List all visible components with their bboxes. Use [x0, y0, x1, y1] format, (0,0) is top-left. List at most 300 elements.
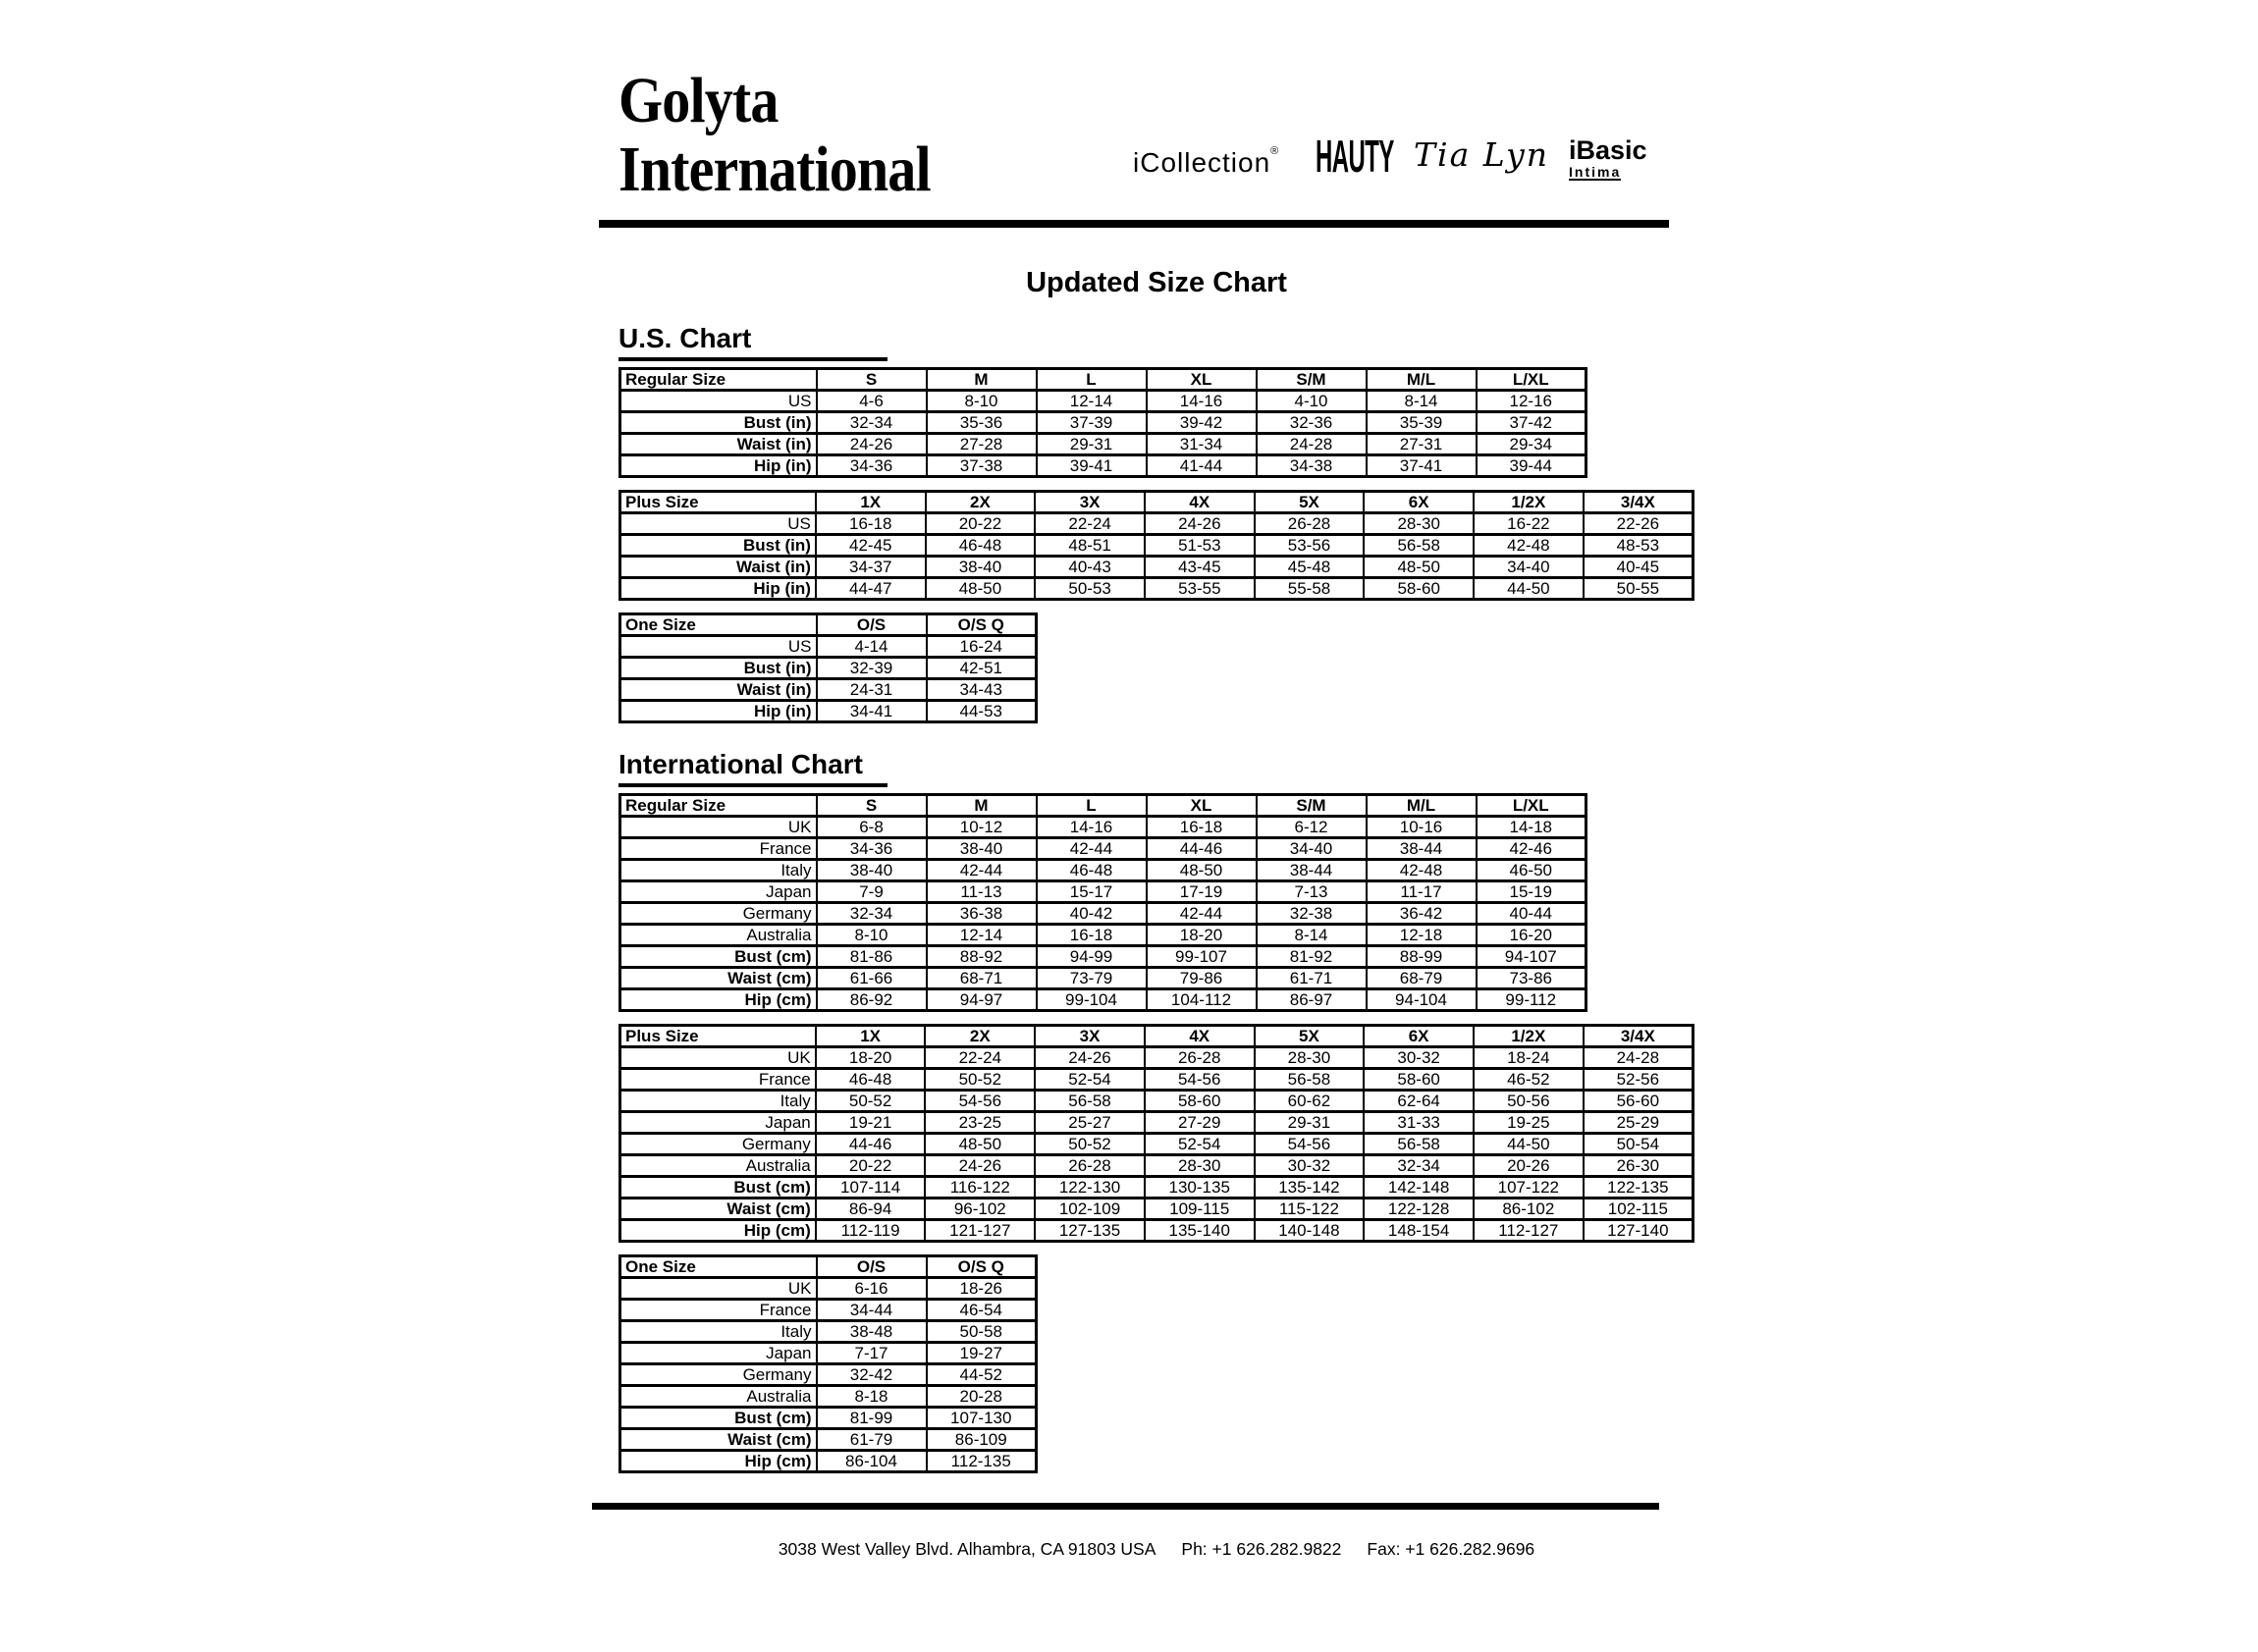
size-cell: 24-31: [817, 679, 927, 701]
size-cell: 86-109: [927, 1429, 1037, 1451]
column-header: S: [817, 795, 927, 817]
document-header: [618, 65, 1694, 228]
size-cell: 42-46: [1477, 838, 1586, 860]
size-cell: 81-99: [817, 1408, 927, 1429]
size-cell: 50-53: [1035, 578, 1145, 600]
size-cell: 40-45: [1584, 557, 1694, 578]
brand-tia-lyn-text: Tia Lyn: [1414, 135, 1549, 174]
registered-mark-icon: ®: [1270, 145, 1280, 157]
size-cell: 50-52: [1035, 1134, 1145, 1155]
table-header-row: [620, 492, 1694, 513]
size-cell: 32-39: [817, 658, 927, 679]
size-cell: 14-16: [1147, 391, 1257, 412]
size-cell: 79-86: [1147, 968, 1257, 989]
size-cell: 122-135: [1584, 1177, 1694, 1199]
size-cell: 43-45: [1145, 557, 1255, 578]
size-cell: 56-58: [1035, 1091, 1145, 1112]
size-cell: 73-86: [1477, 968, 1586, 989]
size-cell: 73-79: [1037, 968, 1147, 989]
table-row: [620, 1177, 1694, 1199]
row-label: Germany: [620, 903, 817, 925]
column-header: M/L: [1367, 795, 1477, 817]
column-header: 1X: [816, 1026, 926, 1047]
table-row: [620, 881, 1586, 903]
row-label: Bust (cm): [620, 1177, 816, 1199]
size-cell: 94-97: [927, 989, 1037, 1011]
column-header: L: [1037, 369, 1147, 391]
size-cell: 14-16: [1037, 817, 1147, 838]
size-cell: 48-50: [926, 578, 1036, 600]
column-header: O/S: [817, 614, 927, 636]
size-cell: 58-60: [1364, 578, 1474, 600]
size-cell: 45-48: [1255, 557, 1365, 578]
size-cell: 42-44: [1147, 903, 1257, 925]
row-label: Hip (in): [620, 455, 817, 477]
row-label: Australia: [620, 1386, 817, 1408]
size-cell: 26-28: [1255, 513, 1365, 535]
size-cell: 81-92: [1257, 946, 1367, 968]
size-cell: 38-44: [1257, 860, 1367, 881]
table-row: [620, 1091, 1694, 1112]
row-label: Waist (cm): [620, 1429, 817, 1451]
size-cell: 61-79: [817, 1429, 927, 1451]
size-cell: 116-122: [925, 1177, 1035, 1199]
size-cell: 58-60: [1364, 1069, 1474, 1091]
column-header: S/M: [1257, 795, 1367, 817]
row-label: France: [620, 1300, 817, 1321]
table-row: [620, 1321, 1037, 1343]
table-row: [620, 636, 1037, 658]
footer-contact: [618, 1539, 1694, 1560]
size-cell: 35-39: [1367, 412, 1477, 434]
column-header: 2X: [925, 1026, 1035, 1047]
size-cell: 52-54: [1145, 1134, 1255, 1155]
column-header: L/XL: [1477, 795, 1586, 817]
row-label: France: [620, 838, 817, 860]
size-cell: 36-38: [927, 903, 1037, 925]
column-header: XL: [1147, 369, 1257, 391]
size-cell: 102-109: [1035, 1199, 1145, 1220]
table-header-row: [620, 1026, 1694, 1047]
size-cell: 26-28: [1035, 1155, 1145, 1177]
size-cell: 32-36: [1257, 412, 1367, 434]
logo-text-line1: Golyta: [618, 65, 779, 136]
size-cell: 22-24: [925, 1047, 1035, 1069]
size-cell: 86-92: [817, 989, 927, 1011]
size-cell: 38-40: [817, 860, 927, 881]
size-cell: 26-28: [1145, 1047, 1255, 1069]
size-cell: 42-45: [816, 535, 926, 557]
size-cell: 115-122: [1255, 1199, 1365, 1220]
column-header: 6X: [1364, 1026, 1474, 1047]
size-cell: 53-56: [1255, 535, 1365, 557]
size-cell: 19-21: [816, 1112, 926, 1134]
size-cell: 28-30: [1364, 513, 1474, 535]
size-cell: 34-37: [816, 557, 926, 578]
size-cell: 31-33: [1364, 1112, 1474, 1134]
size-cell: 4-10: [1257, 391, 1367, 412]
size-cell: 50-52: [925, 1069, 1035, 1091]
size-cell: 34-43: [927, 679, 1037, 701]
table-row: [620, 903, 1586, 925]
table-row: [620, 1386, 1037, 1408]
table-header-row: [620, 1256, 1037, 1278]
size-cell: 127-135: [1035, 1220, 1145, 1242]
size-cell: 31-34: [1147, 434, 1257, 455]
table-row: [620, 455, 1586, 477]
row-label: Hip (cm): [620, 989, 817, 1011]
size-cell: 25-29: [1584, 1112, 1694, 1134]
size-cell: 24-26: [925, 1155, 1035, 1177]
size-cell: 42-44: [1037, 838, 1147, 860]
size-cell: 23-25: [925, 1112, 1035, 1134]
size-cell: 30-32: [1364, 1047, 1474, 1069]
size-cell: 46-52: [1474, 1069, 1584, 1091]
size-cell: 135-140: [1145, 1220, 1255, 1242]
size-cell: 29-34: [1477, 434, 1586, 455]
row-label: Australia: [620, 1155, 816, 1177]
us-chart-section: [618, 323, 1694, 361]
size-cell: 32-34: [817, 412, 927, 434]
document-title: Updated Size Chart: [1026, 267, 1287, 298]
table-corner-label: One Size: [620, 1256, 817, 1278]
size-cell: 11-13: [927, 881, 1037, 903]
logo-text-line2: International: [618, 133, 931, 205]
size-cell: 46-48: [926, 535, 1036, 557]
size-cell: 99-107: [1147, 946, 1257, 968]
size-cell: 54-56: [1145, 1069, 1255, 1091]
column-header: M: [927, 369, 1037, 391]
us-regular-size-table: [618, 367, 1587, 478]
table-row: [620, 860, 1586, 881]
size-cell: 36-42: [1367, 903, 1477, 925]
size-cell: 53-55: [1145, 578, 1255, 600]
size-cell: 56-60: [1584, 1091, 1694, 1112]
size-cell: 16-18: [1147, 817, 1257, 838]
size-cell: 34-41: [817, 701, 927, 722]
table-row: [620, 1278, 1037, 1300]
size-cell: 50-52: [816, 1091, 926, 1112]
size-cell: 44-53: [927, 701, 1037, 722]
size-cell: 24-28: [1257, 434, 1367, 455]
table-header-row: [620, 369, 1586, 391]
size-cell: 8-18: [817, 1386, 927, 1408]
size-cell: 12-18: [1367, 925, 1477, 946]
size-cell: 39-41: [1037, 455, 1147, 477]
size-cell: 24-26: [1035, 1047, 1145, 1069]
row-label: Hip (in): [620, 578, 816, 600]
size-cell: 58-60: [1145, 1091, 1255, 1112]
size-cell: 122-128: [1364, 1199, 1474, 1220]
size-cell: 27-31: [1367, 434, 1477, 455]
table-row: [620, 658, 1037, 679]
size-cell: 16-20: [1477, 925, 1586, 946]
size-cell: 18-20: [1147, 925, 1257, 946]
brand-tia-lyn-logo: [1414, 135, 1549, 174]
size-cell: 88-99: [1367, 946, 1477, 968]
size-cell: 30-32: [1255, 1155, 1365, 1177]
size-cell: 99-104: [1037, 989, 1147, 1011]
document-content: [618, 65, 1694, 1560]
size-cell: 25-27: [1035, 1112, 1145, 1134]
size-cell: 121-127: [925, 1220, 1035, 1242]
row-label: US: [620, 636, 817, 658]
column-header: 5X: [1255, 492, 1365, 513]
size-cell: 112-119: [816, 1220, 926, 1242]
size-cell: 109-115: [1145, 1199, 1255, 1220]
us-one-size-table: [618, 613, 1038, 723]
column-header: O/S Q: [927, 1256, 1037, 1278]
size-cell: 8-14: [1367, 391, 1477, 412]
international-plus-size-table: [618, 1024, 1694, 1243]
size-cell: 22-26: [1584, 513, 1694, 535]
size-cell: 46-48: [816, 1069, 926, 1091]
size-cell: 44-46: [816, 1134, 926, 1155]
row-label: US: [620, 513, 816, 535]
row-label: Bust (in): [620, 535, 816, 557]
size-cell: 41-44: [1147, 455, 1257, 477]
size-cell: 48-51: [1035, 535, 1145, 557]
table-row: [620, 1047, 1694, 1069]
size-cell: 68-79: [1367, 968, 1477, 989]
size-cell: 50-58: [927, 1321, 1037, 1343]
size-cell: 14-18: [1477, 817, 1586, 838]
column-header: O/S: [817, 1256, 927, 1278]
size-cell: 107-130: [927, 1408, 1037, 1429]
column-header: L/XL: [1477, 369, 1586, 391]
brand-icollection-text: iCollection: [1133, 147, 1271, 178]
table-row: [620, 1155, 1694, 1177]
size-cell: 15-17: [1037, 881, 1147, 903]
column-header: 5X: [1255, 1026, 1365, 1047]
table-header-row: [620, 795, 1586, 817]
table-row: [620, 1364, 1037, 1386]
size-cell: 54-56: [925, 1091, 1035, 1112]
size-cell: 34-44: [817, 1300, 927, 1321]
size-cell: 34-40: [1257, 838, 1367, 860]
size-cell: 34-36: [817, 838, 927, 860]
size-cell: 81-86: [817, 946, 927, 968]
row-label: Australia: [620, 925, 817, 946]
size-cell: 46-48: [1037, 860, 1147, 881]
size-cell: 50-56: [1474, 1091, 1584, 1112]
size-cell: 42-48: [1367, 860, 1477, 881]
table-row: [620, 557, 1694, 578]
table-corner-label: Regular Size: [620, 369, 817, 391]
size-cell: 6-16: [817, 1278, 927, 1300]
table-row: [620, 968, 1586, 989]
size-cell: 56-58: [1364, 1134, 1474, 1155]
brand-ibasic-intima-logo: [1569, 137, 1647, 181]
table-row: [620, 817, 1586, 838]
footer-fax: Fax: +1 626.282.9696: [1367, 1539, 1535, 1559]
size-cell: 32-34: [1364, 1155, 1474, 1177]
size-cell: 32-34: [817, 903, 927, 925]
size-cell: 22-24: [1035, 513, 1145, 535]
row-label: Waist (in): [620, 434, 817, 455]
size-cell: 86-104: [817, 1451, 927, 1472]
size-cell: 99-112: [1477, 989, 1586, 1011]
column-header: M/L: [1367, 369, 1477, 391]
size-cell: 17-19: [1147, 881, 1257, 903]
row-label: Waist (cm): [620, 1199, 816, 1220]
row-label: Waist (in): [620, 557, 816, 578]
table-row: [620, 1429, 1037, 1451]
size-cell: 38-48: [817, 1321, 927, 1343]
column-header: 4X: [1145, 492, 1255, 513]
row-label: Germany: [620, 1134, 816, 1155]
size-cell: 135-142: [1255, 1177, 1365, 1199]
size-cell: 10-12: [927, 817, 1037, 838]
size-cell: 68-71: [927, 968, 1037, 989]
size-cell: 102-115: [1584, 1199, 1694, 1220]
size-cell: 40-42: [1037, 903, 1147, 925]
table-corner-label: Plus Size: [620, 492, 816, 513]
size-cell: 27-29: [1145, 1112, 1255, 1134]
table-row: [620, 838, 1586, 860]
table-corner-label: Plus Size: [620, 1026, 816, 1047]
size-cell: 38-44: [1367, 838, 1477, 860]
table-header-row: [620, 614, 1037, 636]
size-cell: 52-54: [1035, 1069, 1145, 1091]
size-cell: 142-148: [1364, 1177, 1474, 1199]
size-cell: 88-92: [927, 946, 1037, 968]
size-cell: 130-135: [1145, 1177, 1255, 1199]
size-cell: 61-66: [817, 968, 927, 989]
brand-icollection-logo: [1133, 145, 1279, 179]
size-cell: 107-114: [816, 1177, 926, 1199]
size-cell: 20-26: [1474, 1155, 1584, 1177]
size-cell: 42-48: [1474, 535, 1584, 557]
table-row: [620, 989, 1586, 1011]
size-cell: 12-14: [1037, 391, 1147, 412]
size-cell: 37-41: [1367, 455, 1477, 477]
table-row: [620, 1199, 1694, 1220]
size-cell: 104-112: [1147, 989, 1257, 1011]
size-cell: 50-54: [1584, 1134, 1694, 1155]
row-label: Italy: [620, 1321, 817, 1343]
size-cell: 86-94: [816, 1199, 926, 1220]
table-row: [620, 1408, 1037, 1429]
size-cell: 48-50: [1147, 860, 1257, 881]
size-cell: 20-22: [926, 513, 1036, 535]
size-cell: 44-50: [1474, 578, 1584, 600]
footer-phone: Ph: +1 626.282.9822: [1181, 1539, 1342, 1559]
table-row: [620, 578, 1694, 600]
size-cell: 46-54: [927, 1300, 1037, 1321]
column-header: 1/2X: [1474, 1026, 1584, 1047]
column-header: 4X: [1145, 1026, 1255, 1047]
table-row: [620, 1451, 1037, 1472]
row-label: UK: [620, 817, 817, 838]
size-cell: 39-42: [1147, 412, 1257, 434]
size-cell: 7-13: [1257, 881, 1367, 903]
size-cell: 44-47: [816, 578, 926, 600]
row-label: Hip (in): [620, 701, 817, 722]
row-label: Japan: [620, 1343, 817, 1364]
column-header: L: [1037, 795, 1147, 817]
size-cell: 48-50: [1364, 557, 1474, 578]
size-cell: 34-36: [817, 455, 927, 477]
table-corner-label: Regular Size: [620, 795, 817, 817]
size-cell: 16-22: [1474, 513, 1584, 535]
row-label: US: [620, 391, 817, 412]
size-cell: 44-52: [927, 1364, 1037, 1386]
size-cell: 20-22: [816, 1155, 926, 1177]
size-cell: 8-14: [1257, 925, 1367, 946]
column-header: M: [927, 795, 1037, 817]
size-cell: 112-127: [1474, 1220, 1584, 1242]
size-cell: 12-16: [1477, 391, 1586, 412]
international-one-size-table: [618, 1254, 1038, 1473]
size-cell: 42-51: [927, 658, 1037, 679]
table-row: [620, 535, 1694, 557]
size-cell: 148-154: [1364, 1220, 1474, 1242]
row-label: Bust (in): [620, 658, 817, 679]
column-header: S/M: [1257, 369, 1367, 391]
size-cell: 86-102: [1474, 1199, 1584, 1220]
table-corner-label: One Size: [620, 614, 817, 636]
footer-divider: [592, 1503, 1659, 1510]
size-cell: 44-50: [1474, 1134, 1584, 1155]
size-cell: 61-71: [1257, 968, 1367, 989]
size-cell: 28-30: [1255, 1047, 1365, 1069]
header-divider: [599, 220, 1669, 228]
international-chart-section: [618, 749, 1694, 787]
size-cell: 38-40: [927, 838, 1037, 860]
column-header: 2X: [926, 492, 1036, 513]
table-row: [620, 391, 1586, 412]
size-cell: 56-58: [1255, 1069, 1365, 1091]
size-cell: 127-140: [1584, 1220, 1694, 1242]
column-header: 3/4X: [1584, 492, 1694, 513]
size-cell: 112-135: [927, 1451, 1037, 1472]
size-cell: 15-19: [1477, 881, 1586, 903]
row-label: UK: [620, 1047, 816, 1069]
row-label: Waist (in): [620, 679, 817, 701]
brand-hauty-text: HAUTY: [1316, 131, 1394, 182]
size-cell: 28-30: [1145, 1155, 1255, 1177]
size-cell: 37-38: [927, 455, 1037, 477]
size-cell: 62-64: [1364, 1091, 1474, 1112]
table-row: [620, 925, 1586, 946]
international-regular-size-table: [618, 793, 1587, 1012]
us-chart-heading: U.S. Chart: [618, 323, 887, 361]
size-cell: 32-38: [1257, 903, 1367, 925]
row-label: Japan: [620, 881, 817, 903]
row-label: Bust (in): [620, 412, 817, 434]
size-cell: 40-44: [1477, 903, 1586, 925]
size-cell: 96-102: [925, 1199, 1035, 1220]
size-cell: 4-14: [817, 636, 927, 658]
size-cell: 37-39: [1037, 412, 1147, 434]
table-row: [620, 1112, 1694, 1134]
size-cell: 140-148: [1255, 1220, 1365, 1242]
row-label: Bust (cm): [620, 946, 817, 968]
row-label: Italy: [620, 1091, 816, 1112]
size-cell: 40-43: [1035, 557, 1145, 578]
table-row: [620, 513, 1694, 535]
column-header: XL: [1147, 795, 1257, 817]
size-cell: 94-104: [1367, 989, 1477, 1011]
brand-intima-text: Intima: [1569, 164, 1622, 180]
size-cell: 60-62: [1255, 1091, 1365, 1112]
size-cell: 18-26: [927, 1278, 1037, 1300]
row-label: France: [620, 1069, 816, 1091]
size-cell: 44-46: [1147, 838, 1257, 860]
size-cell: 34-40: [1474, 557, 1584, 578]
table-row: [620, 412, 1586, 434]
